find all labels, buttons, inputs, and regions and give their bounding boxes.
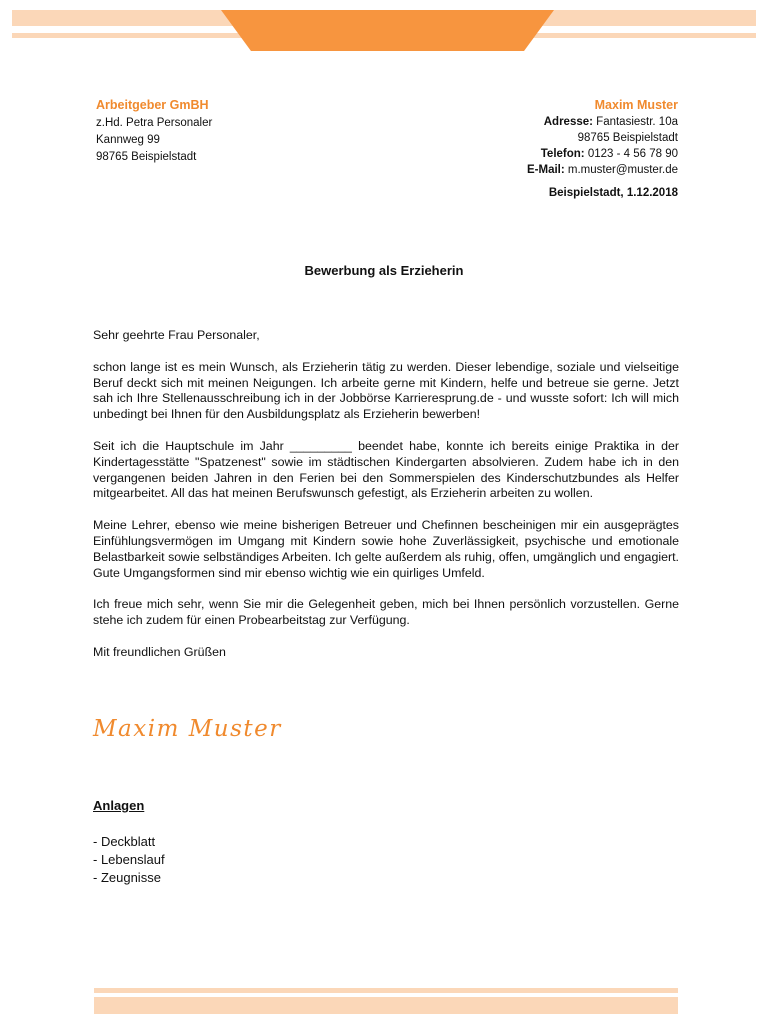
sender-city: 98765 Beispielstadt bbox=[577, 132, 678, 144]
recipient-street: Kannweg 99 bbox=[96, 134, 160, 146]
recipient-attn: z.Hd. Petra Personaler bbox=[96, 117, 213, 129]
paragraph: schon lange ist es mein Wunsch, als Erzieherin tätig zu werden. Dieser lebendige, soziale und vielseitige Beruf deckt sich mit meinen Neigungen. Ich arbeite gerne mit Kindern, helfe und betreue sie gerne. Jetzt sah ich Ihre Stellenausschreibung ich in der Jobbörse Karrieresprung.de - und wusste sofort: Ich will mich unbedingt bei Ihnen für den Ausbildungsplatz als Erzieherin bewerben! bbox=[93, 359, 679, 422]
footer-decor-line bbox=[94, 988, 678, 993]
attachment-item: - Zeugnisse bbox=[93, 870, 161, 885]
attachments-heading: Anlagen bbox=[93, 798, 145, 813]
closing: Mit freundlichen Grüßen bbox=[93, 644, 226, 659]
signature: Maxim Muster bbox=[93, 716, 282, 742]
paragraph: Ich freue mich sehr, wenn Sie mir die Gelegenheit geben, mich bei Ihnen persönlich vorzustellen. Gerne stehe ich zudem für einen Probearbeitstag zur Verfügung. bbox=[93, 597, 679, 628]
recipient-company: Arbeitgeber GmBH bbox=[96, 98, 209, 112]
letter-body bbox=[93, 328, 679, 677]
recipient-address bbox=[96, 97, 212, 166]
sender-phone-value: 0123 - 4 56 78 90 bbox=[587, 148, 678, 160]
sender-phone-line bbox=[527, 146, 678, 162]
sender-address-value: Fantasiestr. 10a bbox=[596, 116, 678, 128]
sender-address bbox=[527, 97, 678, 178]
attachment-item: - Lebenslauf bbox=[93, 852, 165, 867]
paragraph: Meine Lehrer, ebenso wie meine bisherigen Betreuer und Chefinnen bescheinigen mir ein ausgeprägtes Einfühlungsvermögen im Umgang mit Kindern sowie hohe Zuverlässigkeit, psychische und emotionale Belastbarkeit sowie selbständiges Arbeiten. Ich gelte außerdem als ruhig, offen, umgänglich und engagiert. Gute Umgangsformen sind mir ebenso wichtig wie ein quirliges Umfeld. bbox=[93, 518, 679, 580]
sender-email-label: E-Mail: bbox=[527, 164, 565, 176]
sender-email-value[interactable]: m.muster@muster.de bbox=[567, 164, 678, 176]
footer-decor-bar bbox=[94, 997, 678, 1014]
sender-address-label: Adresse: bbox=[543, 116, 593, 128]
letter-date: Beispielstadt, 1.12.2018 bbox=[548, 187, 678, 199]
sender-name: Maxim Muster bbox=[594, 98, 678, 112]
attachment-item: - Deckblatt bbox=[93, 834, 156, 849]
sender-address-line bbox=[527, 114, 678, 130]
letter-subject: Bewerbung als Erzieherin bbox=[304, 263, 464, 278]
header-decor-tab bbox=[221, 10, 554, 51]
attachments bbox=[93, 797, 165, 887]
recipient-city: 98765 Beispielstadt bbox=[96, 151, 197, 163]
sender-phone-label: Telefon: bbox=[540, 148, 585, 160]
salutation: Sehr geehrte Frau Personaler, bbox=[93, 328, 260, 342]
sender-email-line bbox=[527, 162, 678, 178]
paragraph: Seit ich die Hauptschule im Jahr _________ beendet habe, konnte ich bereits einige Praktika in der Kindertagesstätte "Spatzenest" sowie im städtischen Kindergarten absolvieren. Zudem habe ich in den vergangenen beiden Jahren in den Ferien bei den Sommerspielen des Kinderschutzbundes als Helfer mitgearbeitet. All das hat meinen Berufswunsch gefestigt, als Erzieherin arbeiten zu wollen. bbox=[93, 438, 679, 501]
